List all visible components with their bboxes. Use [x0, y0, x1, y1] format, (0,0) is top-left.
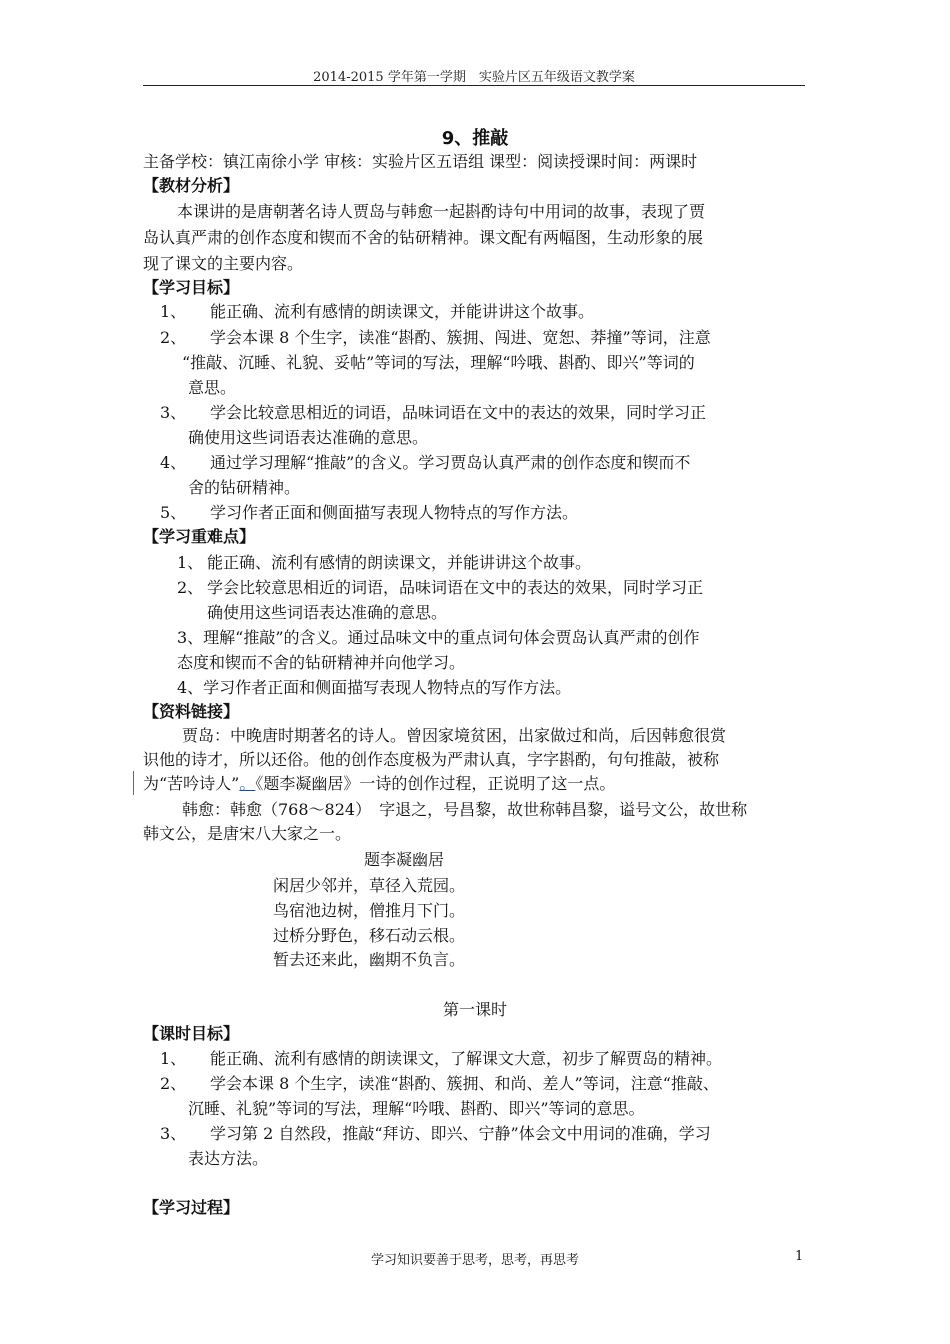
goal-text: “推敲、沉睡、礼貌、妥帖”等词的写法，理解“吟哦、斟酌、即兴”等词的	[182, 353, 695, 372]
goal-text: 学习作者正面和侧面描写表现人物特点的写作方法。	[210, 503, 579, 522]
material-line: 本课讲的是唐朝著名诗人贾岛与韩愈一起斟酌诗句中用词的故事，表现了贾	[177, 202, 706, 221]
lesson-title: 9、推敲	[441, 128, 509, 149]
keypoint-item	[177, 551, 591, 575]
poem-line: 暂去还来此，幽期不负言。	[273, 950, 466, 969]
keypoint-text: 确使用这些词语表达准确的意思。	[207, 603, 448, 622]
page-header: 2014-2015 学年第一学期 实验片区五年级语文教学案	[313, 70, 635, 85]
goal-text: 通过学习理解“推敲”的含义。学习贾岛认真严肃的创作态度和锲而不	[210, 453, 691, 472]
goal-text: 确使用这些词语表达准确的意思。	[188, 428, 429, 447]
goal-number: 4、	[160, 453, 187, 472]
goal-item	[160, 501, 578, 525]
poem-line: 鸟宿池边树，僧推月下门。	[273, 901, 466, 920]
lesson-goal-text: 沉睡、礼貌”等词的写法，理解“吟哦、斟酌、即兴”等词的意思。	[188, 1099, 645, 1118]
lesson-goal-text: 学会本课 8 个生字，读准“斟酌、簇拥、和尚、差人”等词，注意“推敲、	[210, 1074, 719, 1093]
resource-line: 韩文公，是唐宋八大家之一。	[143, 824, 352, 843]
material-heading: 【教材分析】	[143, 176, 240, 195]
material-line: 现了课文的主要内容。	[143, 254, 304, 273]
goals-heading: 【学习目标】	[143, 278, 240, 297]
poem-line: 过桥分野色，移石动云根。	[273, 926, 466, 945]
resource-line: 韩愈：韩愈（768～824） 字退之，号昌黎，故世称韩昌黎，谥号文公，故世称	[182, 800, 748, 819]
goal-item	[160, 401, 706, 425]
goal-number: 3、	[160, 403, 187, 422]
resource-line: 识他的诗才，所以还俗。他的创作态度极为严肃认真，字字斟酌，句句推敲，被称	[143, 750, 720, 769]
resource-text: 为“苦吟诗人”	[143, 774, 240, 793]
lesson-goal-item	[160, 1122, 711, 1146]
keypoint-text: 学会比较意思相近的词语，品味词语在文中的表达的效果，同时学习正	[207, 578, 704, 597]
keypoint-text: 态度和锲而不舍的钻研精神并向他学习。	[177, 653, 466, 672]
goal-number: 1、	[160, 302, 187, 321]
keypoints-heading: 【学习重难点】	[143, 527, 256, 546]
keypoint-item	[177, 576, 703, 600]
keypoint-number: 1、	[177, 553, 204, 572]
lesson-goal-number: 3、	[160, 1124, 187, 1143]
meta-line: 主备学校：镇江南徐小学 审核：实验片区五语组 课型：阅读授课时间：两课时	[143, 152, 698, 171]
lesson-goal-item	[160, 1047, 722, 1071]
poem-title: 题李凝幽居	[364, 850, 445, 869]
goal-text: 学会比较意思相近的词语，品味词语在文中的表达的效果，同时学习正	[210, 403, 707, 422]
lesson-goal-text: 能正确、流利有感情的朗读课文，了解课文大意，初步了解贾岛的精神。	[210, 1049, 723, 1068]
goal-item	[160, 300, 594, 324]
poem-line: 闲居少邻并，草径入荒园。	[273, 876, 466, 895]
goal-item	[160, 451, 690, 475]
goal-number: 2、	[160, 328, 187, 347]
lesson-goals-heading: 【课时目标】	[143, 1024, 240, 1043]
lesson-goal-number: 1、	[160, 1049, 187, 1068]
goal-text: 舍的钻研精神。	[188, 478, 301, 497]
resource-text: 《题李凝幽居》一诗的创作过程，正说明了这一点。	[255, 774, 616, 793]
material-line: 岛认真严肃的创作态度和锲而不舍的钻研精神。课文配有两幅图，生动形象的展	[143, 228, 704, 247]
goal-text: 学会本课 8 个生字，读准“斟酌、簇拥、闯进、宽恕、莽撞”等词，注意	[210, 328, 711, 347]
page-number: 1	[795, 1249, 804, 1264]
resource-line	[143, 772, 615, 796]
lesson-goal-text: 学习第 2 自然段，推敲“拜访、即兴、宁静”体会文中用词的准确，学习	[210, 1124, 711, 1143]
goal-item	[160, 326, 711, 350]
goal-text: 意思。	[188, 378, 237, 397]
lesson-goal-number: 2、	[160, 1074, 187, 1093]
keypoint-text: 能正确、流利有感情的朗读课文，并能讲讲这个故事。	[207, 553, 592, 572]
lesson-goal-text: 表达方法。	[188, 1149, 269, 1168]
goal-number: 5、	[160, 503, 187, 522]
keypoint-text: 4、学习作者正面和侧面描写表现人物特点的写作方法。	[177, 678, 572, 697]
resource-line: 贾岛：中晚唐时期著名的诗人。曾因家境贫困，出家做过和尚，后因韩愈很赏	[182, 726, 727, 745]
lesson-goal-item	[160, 1072, 719, 1096]
keypoint-text: 3、理解“推敲”的含义。通过品味文中的重点词句体会贾岛认真严肃的创作	[177, 628, 700, 647]
resources-heading: 【资料链接】	[143, 702, 240, 721]
footnote-link[interactable]: 。	[239, 774, 256, 793]
keypoint-number: 2、	[177, 578, 204, 597]
page-footer: 学习知识要善于思考，思考，再思考	[370, 1253, 579, 1268]
lesson-heading: 第一课时	[442, 1000, 507, 1019]
process-heading: 【学习过程】	[143, 1198, 240, 1217]
goal-text: 能正确、流利有感情的朗读课文，并能讲讲这个故事。	[210, 302, 595, 321]
header-rule	[143, 85, 805, 86]
text-cursor	[133, 771, 134, 795]
